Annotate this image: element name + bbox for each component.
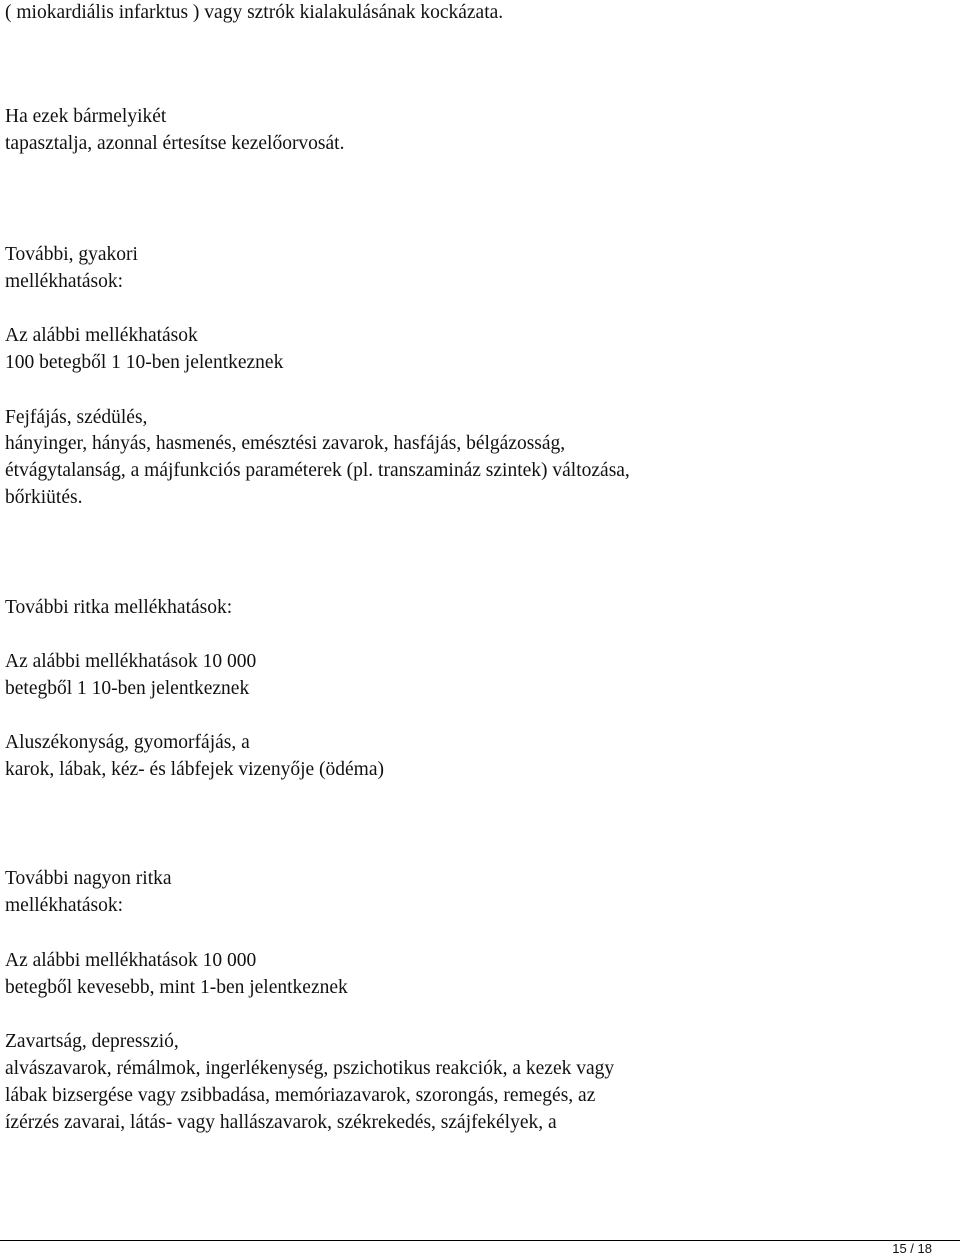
section-heading: mellékhatások: [5, 271, 124, 292]
text-line: ( miokardiális infarktus ) vagy sztrók kialakulásának kockázata. [5, 2, 504, 23]
text-line: tapasztalja, azonnal értesítse kezelőorvosát. [5, 133, 345, 154]
section-heading: További, gyakori [5, 244, 138, 265]
text-line: karok, lábak, kéz- és lábfejek vizenyője (ödéma) [5, 759, 384, 780]
text-line: Fejfájás, szédülés, [5, 407, 148, 428]
text-line: bőrkiütés. [5, 487, 83, 508]
text-line: Aluszékonyság, gyomorfájás, a [5, 732, 250, 753]
footer-divider [0, 1240, 960, 1241]
frequency-note: betegből 1 10-ben jelentkeznek [5, 678, 250, 699]
frequency-note: 100 betegből 1 10-ben jelentkeznek [5, 352, 284, 373]
section-heading: mellékhatások: [5, 895, 124, 916]
page-number: 15 / 18 [892, 1241, 932, 1256]
text-line: ízérzés zavarai, látás- vagy hallászavarok, székrekedés, szájfekélyek, a [5, 1112, 557, 1133]
frequency-note: Az alábbi mellékhatások [5, 325, 198, 346]
text-line: Ha ezek bármelyikét [5, 106, 167, 127]
text-line: Zavartság, depresszió, [5, 1031, 179, 1052]
frequency-note: betegből kevesebb, mint 1-ben jelentkeznek [5, 977, 348, 998]
text-line: hányinger, hányás, hasmenés, emésztési zavarok, hasfájás, bélgázosság, [5, 433, 566, 454]
text-line: étvágytalanság, a májfunkciós paraméterek (pl. transzamináz szintek) változása, [5, 460, 630, 481]
text-line: lábak bizsergése vagy zsibbadása, memóriazavarok, szorongás, remegés, az [5, 1085, 596, 1106]
text-line: alvászavarok, rémálmok, ingerlékenység, pszichotikus reakciók, a kezek vagy [5, 1058, 615, 1079]
section-heading: További nagyon ritka [5, 868, 172, 889]
frequency-note: Az alábbi mellékhatások 10 000 [5, 651, 257, 672]
frequency-note: Az alábbi mellékhatások 10 000 [5, 950, 257, 971]
section-heading: További ritka mellékhatások: [5, 597, 233, 618]
